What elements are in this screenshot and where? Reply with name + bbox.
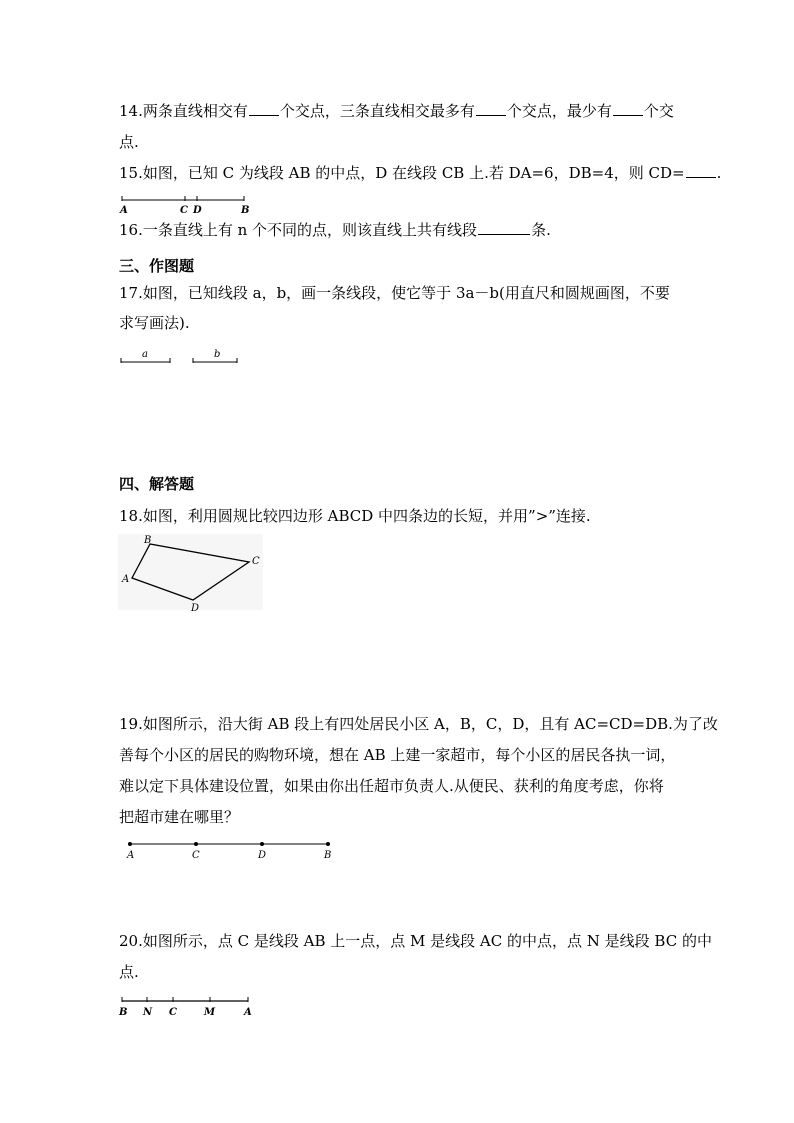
question-19-line-1: 19.如图所示，沿大街 AB 段上有四处居民小区 A，B，C，D，且有 AC=CD=DB.为了改 [119, 715, 718, 733]
vertex-label-b: B [144, 535, 152, 546]
answer-blank [478, 218, 530, 235]
point-label-d: D [193, 205, 202, 216]
question-14 [119, 96, 704, 126]
answer-blank [476, 99, 506, 116]
question-20-line-2: 点. [119, 963, 139, 981]
question-18: 18.如图，利用圆规比较四边形 ABCD 中四条边的长短，并用”>”连接. [119, 507, 591, 525]
point-label-c: C [180, 205, 188, 216]
question-20-line-1: 20.如图所示，点 C 是线段 AB 上一点，点 M 是线段 AC 的中点，点 N 是线段 BC 的中 [119, 932, 712, 950]
point-label-a: A [120, 205, 128, 216]
q18-quadrilateral-figure [118, 534, 268, 614]
q16-text-1: 16.一条直线上有 n 个不同的点，则该直线上共有线段 [119, 221, 478, 239]
point-label-n: N [143, 1007, 153, 1018]
point-label-c: C [169, 1007, 177, 1018]
question-15 [119, 158, 722, 188]
point-label-b: B [241, 205, 250, 216]
section-heading-3: 三、作图题 [119, 257, 195, 275]
q15-text-1: 15.如图，已知 C 为线段 AB 的中点，D 在线段 CB 上.若 DA=6，DB=4，则 CD= [119, 164, 685, 182]
question-19-line-3: 难以定下具体建设位置，如果由你出任超市负责人.从便民、获利的角度考虑，你将 [119, 777, 664, 795]
vertex-label-a: A [122, 574, 130, 585]
point-label-d: D [258, 850, 267, 861]
point-label-b: B [119, 1007, 128, 1018]
point-label-m: M [204, 1007, 216, 1018]
q15-text-2: . [716, 164, 722, 182]
q20-figure [118, 995, 258, 1019]
question-17-line-1: 17.如图，已知线段 a，b，画一条线段，使它等于 3a－b(用直尺和圆规画图，不要 [119, 284, 670, 302]
vertex-label-d: D [191, 603, 200, 614]
answer-blank [686, 161, 716, 178]
q19-street-figure [118, 836, 338, 864]
section-heading-4: 四、解答题 [119, 475, 195, 493]
q16-text-2: 条. [531, 221, 551, 239]
answer-blank [249, 99, 279, 116]
vertex-label-c: C [252, 556, 260, 567]
q14-text-1: 14.两条直线相交有 [119, 102, 248, 120]
point-label-a: A [127, 850, 135, 861]
q14-text-3: 个交点，最少有 [506, 102, 612, 120]
question-14-line-2: 点. [119, 133, 139, 151]
q14-text-4: 个交 [643, 102, 674, 120]
answer-blank [613, 99, 643, 116]
point-label-a: A [244, 1007, 252, 1018]
segment-label-b: b [214, 349, 221, 360]
question-17-line-2: 求写画法). [119, 314, 190, 332]
point-label-b: B [324, 850, 332, 861]
question-19-line-4: 把超市建在哪里？ [119, 808, 240, 826]
question-19-line-2: 善每个小区的居民的购物环境，想在 AB 上建一家超市，每个小区的居民各执一词， [119, 746, 676, 764]
question-16 [119, 215, 704, 245]
segment-label-a: a [142, 349, 148, 360]
point-label-c: C [192, 850, 200, 861]
q17-figure [118, 344, 248, 368]
q14-text-2: 个交点，三条直线相交最多有 [279, 102, 475, 120]
